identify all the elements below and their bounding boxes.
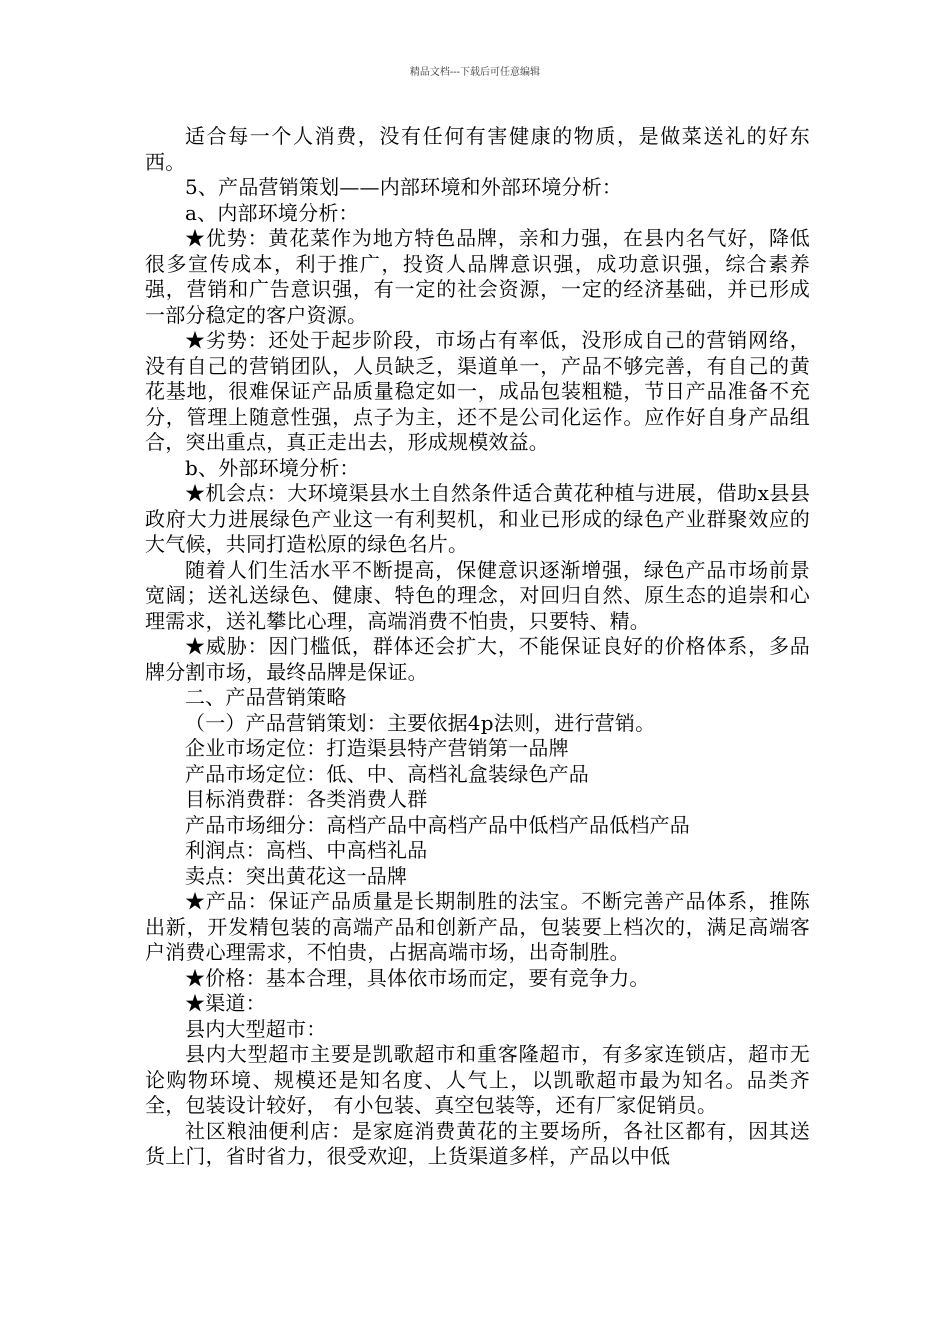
page-header: 精品文档---下载后可任意编辑 bbox=[409, 67, 541, 78]
paragraph: 目标消费群：各类消费人群 bbox=[185, 787, 428, 811]
paragraph: ★产品：保证产品质量是长期制胜的法宝。不断完善产品体系，推陈出新，开发精包装的高端产品和创新产品，包装要上档次的，满足高端客户消费心理需求，不怕贵，占据高端市场，出奇制胜。 bbox=[145, 889, 810, 964]
paragraph: （一）产品营销策划：主要依据4p法则，进行营销。 bbox=[185, 710, 656, 735]
paragraph: 随着人们生活水平不断提高，保健意识逐渐增强，绿色产品市场前景宽阔；送礼送绿色、健康、特色的理念，对回归自然、原生态的追崇和心理需求，送礼攀比心理，高端消费不怕贵，只要特、精。 bbox=[145, 557, 810, 633]
paragraph: 社区粮油便利店：是家庭消费黄花的主要场所，各社区都有，因其送货上门，省时省力，很受欢迎，上货渠道多样，产品以中低 bbox=[145, 1118, 810, 1168]
subsection-heading: a、内部环境分析： bbox=[185, 200, 359, 225]
paragraph: ★价格：基本合理，具体依市场而定，要有竞争力。 bbox=[185, 965, 650, 990]
paragraph: 产品市场细分：高档产品中高档产品中低档产品低档产品 bbox=[185, 812, 690, 837]
paragraph: 卖点：突出黄花这一品牌 bbox=[185, 863, 408, 888]
paragraph: ★优势：黄花菜作为地方特色品牌，亲和力强，在县内名气好，降低很多宣传成本，利于推广，投资人品牌意识强，成功意识强，综合素养强，营销和广告意识强，有一定的社会资源，一定的经济基础，并已形成一部分稳定的客户资源。 bbox=[145, 226, 810, 327]
paragraph: ★机会点：大环境渠县水土自然条件适合黄花种植与进展，借助x县县政府大力进展绿色产业这一有利契机，和业已形成的绿色产业群聚效应的大气候，共同打造松原的绿色名片。 bbox=[145, 481, 810, 556]
paragraph: ★渠道： bbox=[185, 991, 266, 1015]
paragraph: 县内大型超市主要是凯歌超市和重客隆超市，有多家连锁店，超市无论购物环境、规模还是知名度、人气上，以凯歌超市最为知名。品类齐全，包装设计较好， 有小包装、真空包装等，还有厂家促销员。 bbox=[145, 1042, 810, 1117]
paragraph: 适合每一个人消费，没有任何有害健康的物质，是做菜送礼的好东西。 bbox=[145, 124, 810, 174]
paragraph: ★威胁：因门槛低，群体还会扩大，不能保证良好的价格体系，多品牌分割市场，最终品牌是保证。 bbox=[145, 634, 810, 684]
document-body bbox=[145, 124, 810, 1170]
paragraph: ★劣势：还处于起步阶段，市场占有率低，没形成自己的营销网络，没有自己的营销团队，人员缺乏，渠道单一，产品不够完善，有自己的黄花基地，很难保证产品质量稳定如一，成品包装粗糙，节日产品准备不充分，管理上随意性强，点子为主，还不是公司化运作。应作好自身产品组合，突出重点，真正走出去，形成规模效益。 bbox=[145, 328, 810, 454]
section-heading: 二、产品营销策略 bbox=[185, 685, 347, 709]
paragraph: 企业市场定位：打造渠县特产营销第一品牌 bbox=[185, 736, 569, 760]
paragraph: 产品市场定位：低、中、高档礼盒装绿色产品 bbox=[185, 761, 589, 786]
subsection-heading: b、外部环境分析： bbox=[185, 455, 360, 480]
paragraph: 利润点：高档、中高档礼品 bbox=[185, 838, 428, 862]
section-heading: 5、产品营销策划——内部环境和外部环境分析： bbox=[185, 175, 623, 199]
paragraph: 县内大型超市： bbox=[185, 1016, 327, 1041]
